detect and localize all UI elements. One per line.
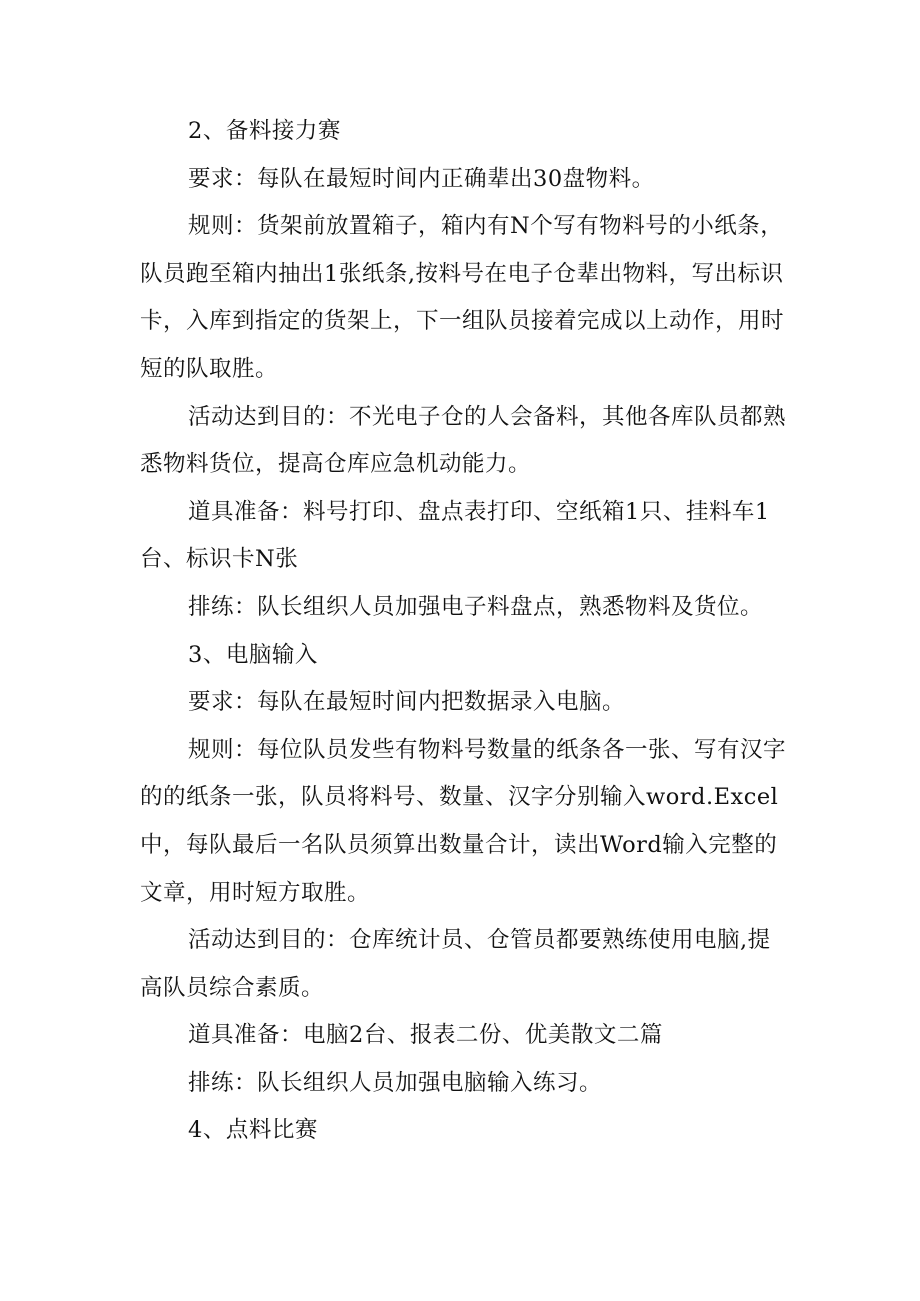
paragraph-rehearsal: 排练：队长组织人员加强电子料盘点，熟悉物料及货位。 (188, 593, 764, 620)
paragraph-rehearsal-2: 排练：队长组织人员加强电脑输入练习。 (188, 1069, 603, 1096)
paragraph-goal-2: 活动达到目的：仓库统计员、仓管员都要熟练使用电脑,提高队员综合素质。 (140, 927, 771, 1001)
paragraph-requirement: 要求：每队在最短时间内正确辈出30盘物料。 (188, 165, 655, 192)
paragraph-rules: 规则：货架前放置箱子，箱内有N个写有物料号的小纸条，队员跑至箱内抽出1张纸条,按料号在电子仓辈出物料，写出标识卡，入库到指定的货架上，下一组队员接着完成以上动作，用时短的队取胜。 (140, 213, 785, 382)
paragraph-rules-2: 规则：每位队员发些有物料号数量的纸条各一张、写有汉字的的纸条一张，队员将料号、数量、汉字分别输入word.Excel中，每队最后一名队员须算出数量合计，读出Word输入完整的文章，用时短方取胜。 (140, 736, 787, 906)
paragraph-goal: 活动达到目的：不光电子仓的人会备料，其他各库队员都熟悉物料货位，提高仓库应急机动能力。 (140, 403, 787, 478)
document-body (140, 108, 790, 1155)
section-heading-computer-input: 3、电脑输入 (188, 641, 318, 668)
paragraph-props: 道具准备：料号打印、盘点表打印、空纸箱1只、挂料车1台、标识卡N张 (140, 498, 770, 573)
section-heading-counting: 4、点料比赛 (188, 1117, 318, 1144)
paragraph-requirement-2: 要求：每队在最短时间内把数据录入电脑。 (188, 689, 626, 716)
paragraph-props-2: 道具准备：电脑2台、报表二份、优美散文二篇 (188, 1022, 663, 1049)
section-heading-relay: 2、备料接力赛 (188, 118, 341, 144)
